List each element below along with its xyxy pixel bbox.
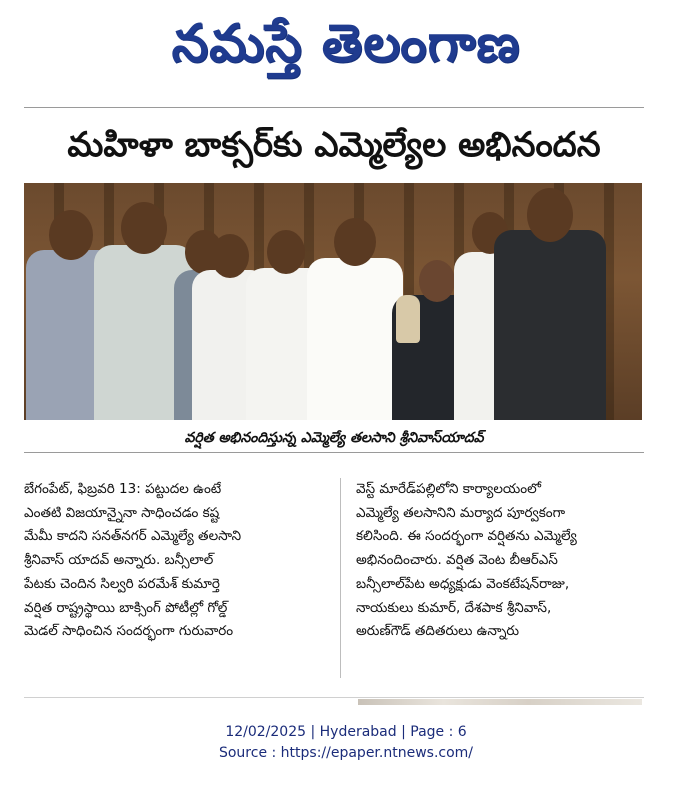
photo-person <box>494 188 606 420</box>
source-link[interactable]: Source : https://epaper.ntnews.com/ <box>218 745 474 761</box>
page-footer <box>0 722 692 764</box>
article-line: వర్షిత రాష్ట్రస్థాయి బాక్సింగ్ పోటీల్లో గోల్డ్ <box>24 599 228 616</box>
article-line: కలిసింది. ఈ సందర్భంగా వర్షితను ఎమ్మెల్యే <box>356 528 577 545</box>
article-column-left <box>24 478 324 644</box>
article-line: మెడల్ సాధించిన సందర్భంగా గురువారం <box>24 623 234 640</box>
article-line: అభినందించారు. వర్షిత వెంట బీఆర్‌ఎస్ <box>356 552 558 569</box>
article-headline: మహిళా బాక్సర్‌కు ఎమ్మెల్యేల అభినందన <box>67 125 601 165</box>
article-photo <box>24 183 642 420</box>
masthead-divider <box>24 107 644 108</box>
article-line: ఎంతటి విజయాన్నైనా సాధించడం కష్ట <box>24 504 220 521</box>
article-line: అరుణ్‌గౌడ్ తదితరులు ఉన్నారు <box>356 623 520 640</box>
article-column-right <box>356 478 656 644</box>
newspaper-logo: నమస్తే తెలంగాణ <box>171 14 521 74</box>
edition-info: 12/02/2025 | Hyderabad | Page : 6 <box>225 724 467 740</box>
column-divider <box>340 478 341 678</box>
article-bottom-rule <box>24 697 644 698</box>
article-line: పేటకు చెందిన సిల్వరి పరమేశ్ కుమార్తె <box>24 575 220 592</box>
article-line: ఎమ్మెల్యే తలసానిని మర్యాద పూర్వకంగా <box>356 504 566 521</box>
article-line: బన్సీలాల్‌పేట అధ్యక్షుడు వెంకటేషన్‌రాజు, <box>356 575 570 592</box>
photo-caption: వర్షిత అభినందిస్తున్న ఎమ్మెల్యే తలసాని శ్రీనివాస్‌యాదవ్ <box>184 430 484 446</box>
caption-divider <box>24 452 644 453</box>
photo-person <box>307 218 403 420</box>
masthead <box>0 8 692 80</box>
article-line: శ్రీనివాస్ యాదవ్ అన్నారు. బన్సీలాల్ <box>24 552 214 569</box>
article-line: బేగంపేట్, ఫిబ్రవరి 13: పట్టుదల ఉంటే <box>24 481 222 497</box>
article-line: నాయకులు కుమార్, దేశపాక శ్రీనివాస్, <box>356 599 552 616</box>
adjacent-article-image <box>358 699 642 705</box>
article-line: వెస్ట్ మారేడ్‌పల్లిలోని కార్యాలయంలో <box>356 481 542 497</box>
trophy-icon <box>396 295 420 343</box>
article-line: మేమీ కాదని సనత్‌నగర్ ఎమ్మెల్యే తలసాని <box>24 528 242 545</box>
